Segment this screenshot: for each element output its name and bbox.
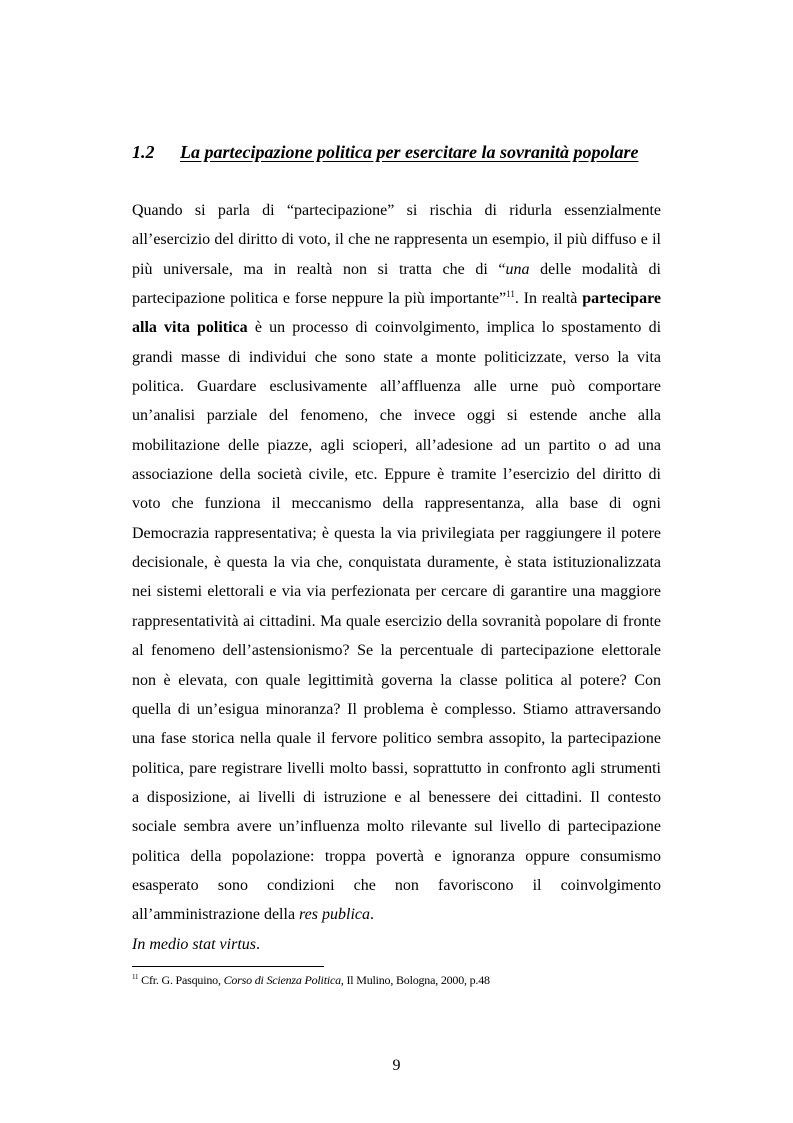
paragraph-text: . <box>370 906 374 924</box>
paragraph-text: Quando si parla di “partecipazione” si rischia di ridurla essenzialmente all’esercizio del diritto di voto, il che ne rappresenta un esempio, il più diffuso e il più universale, ma in realtà non si tratta che di “ <box>132 202 661 278</box>
paragraph-emphasis: una <box>505 260 530 278</box>
footnote-divider <box>132 966 324 967</box>
paragraph-emphasis: res publica <box>299 906 370 924</box>
motto: In medio stat virtus <box>132 935 256 953</box>
section-title: La partecipazione politica per esercitare la sovranità popolare <box>180 142 639 162</box>
footnote-text: Cfr. G. Pasquino, <box>138 973 224 987</box>
page-number: 9 <box>392 1057 401 1074</box>
paragraph-bold: partecipare alla vita politica <box>132 290 661 337</box>
footnote-text: , Il Mulino, Bologna, 2000, p.48 <box>340 973 490 987</box>
main-body <box>132 196 661 959</box>
section-number: 1.2 <box>132 142 155 162</box>
footnote <box>132 972 672 988</box>
footnote-reference[interactable]: 11 <box>506 289 515 300</box>
motto-line <box>132 930 661 959</box>
footnote-number: 11 <box>132 973 139 981</box>
section-heading <box>132 139 672 165</box>
motto-end: . <box>256 935 260 953</box>
paragraph-text: è un processo di coinvolgimento, implica lo spostamento di grandi masse di individui che sono state a monte politicizzate, verso la vita politica. Guardare esclusivamente all’affluenza alle urne può comportare un’analisi parziale del fenomeno, che invece oggi si estende anche alla mobilitazione delle piazze, agli scioperi, all’adesione ad un partito o ad una associazione della società civile, etc. Eppure è tramite l’esercizio del diritto di voto che funziona il meccanismo della rappresentanza, alla base di ogni Democrazia rappresentativa; è questa la via privilegiata per raggiungere il potere decisionale, è questa la via che, conquistata duramente, è stata istituzionalizzata nei sistemi elettorali e via via perfezionata per cercare di garantire una maggiore rappresentatività ai cittadini. Ma quale esercizio della sovranità popolare di fronte al fenomeno dell’astensionismo? Se la percentuale di partecipazione elettorale non è elevata, con quale legittimità governa la classe politica al potere? Con quella di un’esigua minoranza? Il problema è complesso. Stiamo attraversando una fase storica nella quale il fervore politico sembra assopito, la partecipazione politica, pare registrare livelli molto bassi, soprattutto in confronto agli strumenti a disposizione, ai livelli di istruzione e al benessere dei cittadini. Il contesto sociale sembra avere un’influenza molto rilevante sul livello di partecipazione politica della popolazione: troppa povertà e ignoranza oppure consumismo esasperato sono condizioni che non favoriscono il coinvolgimento all’amministrazione della <box>132 319 662 924</box>
footnote-book-title: Corso di Scienza Politica <box>223 973 341 987</box>
paragraph <box>132 196 661 930</box>
paragraph-text: . In realtà <box>514 290 583 308</box>
paragraph-text: delle modalità di partecipazione politica e forse neppure la più importante” <box>132 260 661 308</box>
